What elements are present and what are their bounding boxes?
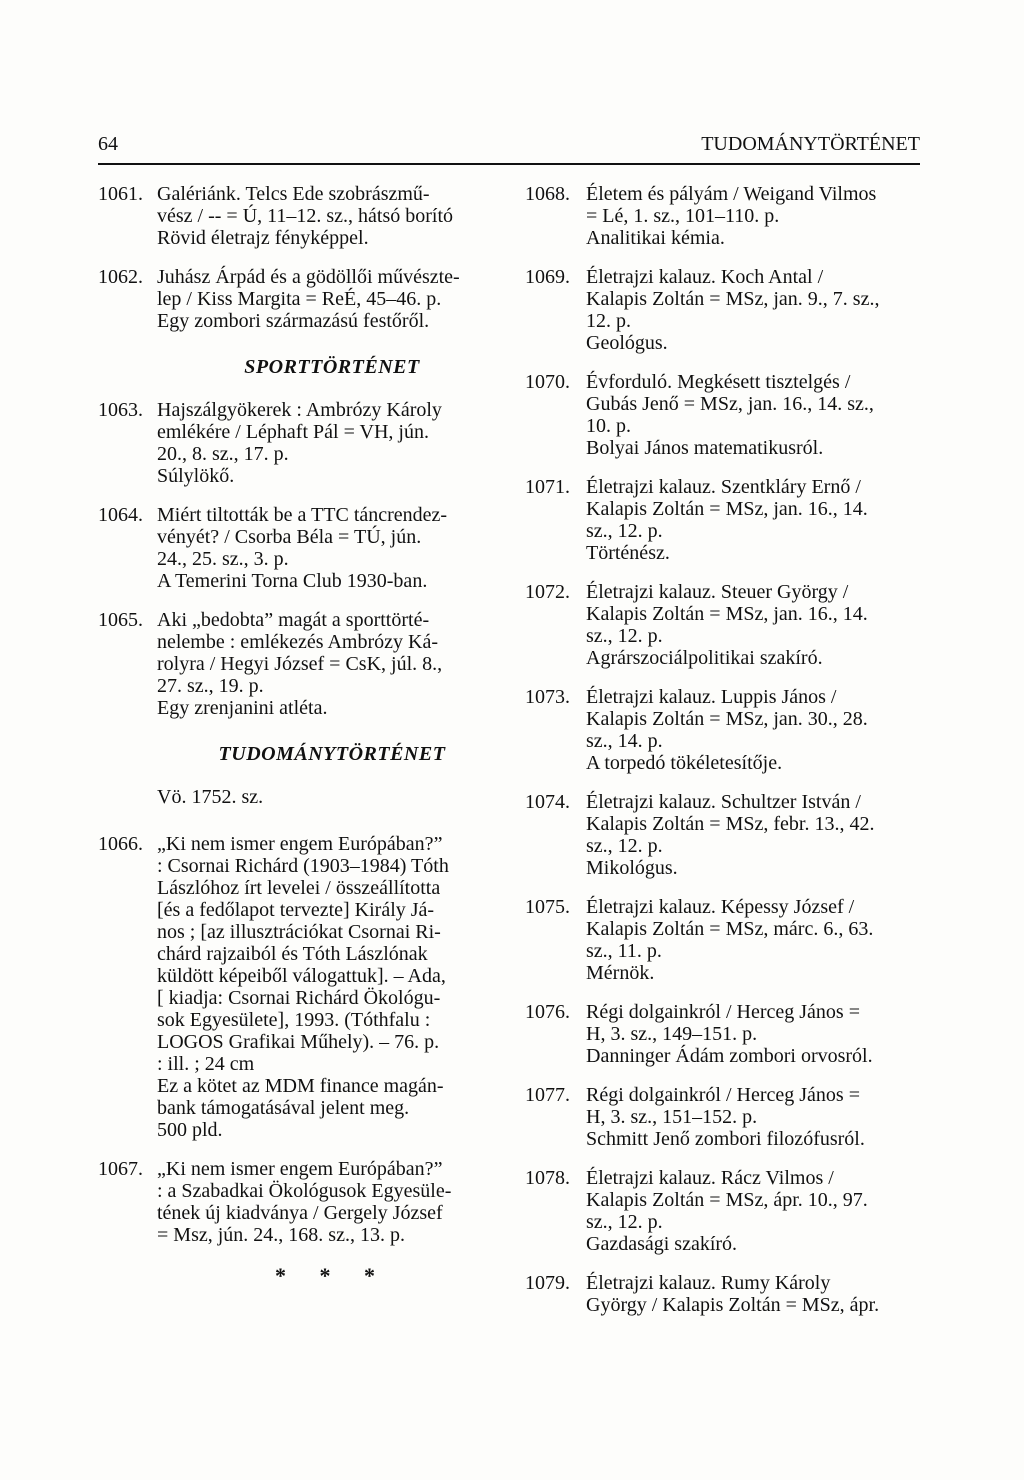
entry-annotation: Mikológus. — [586, 857, 678, 879]
entry-annotation: Egy zrenjanini atléta. — [157, 697, 328, 719]
cross-reference: Vö. 1752. sz. — [157, 786, 264, 808]
entry-number: 1070. — [525, 371, 570, 393]
running-title: TUDOMÁNYTÖRTÉNET — [701, 133, 920, 155]
section-heading-tudomany: TUDOMÁNYTÖRTÉNET — [218, 743, 446, 765]
entry-number: 1076. — [525, 1001, 570, 1023]
entry-group-right — [525, 183, 925, 1316]
page-number: 64 — [98, 133, 118, 155]
entry-citation: Aki „bedobta” magát a sporttörté- nelembe : emlékezés Ambrózy Ká- rolyra / Hegyi József = CsK, júl. 8., 27. sz., 19. p. — [157, 609, 443, 697]
entry-annotation: Egy zombori származású festőről. — [157, 310, 430, 332]
entry-group-a — [98, 183, 516, 332]
entry-annotation: Rövid életrajz fényképpel. — [157, 227, 369, 249]
entry-citation: Régi dolgainkról / Herceg János = H, 3. sz., 149–151. p. — [586, 1001, 860, 1045]
entry-group-b — [98, 399, 516, 719]
page-header — [98, 133, 920, 165]
entry-citation: Galériánk. Telcs Ede szobrászmű- vész / -- = Ú, 11–12. sz., hátsó borító — [157, 183, 454, 227]
entry-number: 1064. — [98, 504, 143, 526]
entry-citation: Életrajzi kalauz. Képessy József / Kalapis Zoltán = MSz, márc. 6., 63. sz., 11. p. — [586, 896, 874, 962]
bibliography-entry — [98, 183, 516, 249]
bibliography-entry — [525, 1001, 925, 1067]
bibliography-entry — [525, 371, 925, 459]
bibliography-entry — [525, 581, 925, 669]
entry-number: 1073. — [525, 686, 570, 708]
bibliography-entry — [525, 266, 925, 354]
section-heading-sport: SPORTTÖRTÉNET — [244, 356, 420, 378]
bibliography-entry — [525, 476, 925, 564]
entry-annotation: Ez a kötet az MDM finance magán- bank támogatásával jelent meg. 500 pld. — [157, 1075, 444, 1141]
entry-annotation: Bolyai János matematikusról. — [586, 437, 824, 459]
entry-annotation: Súlylökő. — [157, 465, 235, 487]
bibliography-entry — [98, 833, 516, 1141]
bibliography-entry — [98, 1158, 516, 1246]
entry-number: 1072. — [525, 581, 570, 603]
entry-number: 1079. — [525, 1272, 570, 1294]
entry-group-c — [98, 833, 516, 1246]
entry-annotation: A torpedó tökéletesítője. — [586, 752, 783, 774]
bibliography-entry — [525, 791, 925, 879]
entry-citation: „Ki nem ismer engem Európában?” : Csornai Richárd (1903–1984) Tóth Lászlóhoz írt levelei / összeállította [és a fedőlapot tervezte] Király Já- nos ; [az illusztrációkat Csornai Ri- chárd rajzaiból és Tóth Lászlónak küldött képeiből válogattuk]. – Ada, [ kiadja: Csornai Richárd Ökológu- sok Egyesülete], 1993. (Tóthfalu : LOGOS Grafikai Műhely). – 76. p. : ill. ; 24 cm — [157, 833, 449, 1075]
entry-citation: Életrajzi kalauz. Szentkláry Ernő / Kalapis Zoltán = MSz, jan. 16., 14. sz., 12. p. — [586, 476, 868, 542]
entry-number: 1066. — [98, 833, 143, 855]
entry-annotation: Agrárszociálpolitikai szakíró. — [586, 647, 823, 669]
right-column — [525, 183, 925, 1333]
entry-annotation: Gazdasági szakíró. — [586, 1233, 738, 1255]
bibliography-entry — [525, 183, 925, 249]
entry-citation: Életrajzi kalauz. Luppis János / Kalapis Zoltán = MSz, jan. 30., 28. sz., 14. p. — [586, 686, 868, 752]
entry-citation: Életrajzi kalauz. Koch Antal / Kalapis Zoltán = MSz, jan. 9., 7. sz., 12. p. — [586, 266, 880, 332]
entry-citation: Életem és pályám / Weigand Vilmos = Lé, 1. sz., 101–110. p. — [586, 183, 877, 227]
bibliography-entry — [525, 686, 925, 774]
bibliography-entry — [98, 504, 516, 592]
entry-citation: „Ki nem ismer engem Európában?” : a Szabadkai Ökológusok Egyesüle- tének új kiadványa / Gergely József = Msz, jún. 24., 168. sz., 13. p. — [157, 1158, 452, 1246]
entry-citation: Évforduló. Megkésett tisztelgés / Gubás Jenő = MSz, jan. 16., 14. sz., 10. p. — [586, 371, 874, 437]
entry-citation: Juhász Árpád és a gödöllői művészte- lep / Kiss Margita = ReÉ, 45–46. p. — [157, 266, 460, 310]
bibliography-entry — [98, 266, 516, 332]
bibliography-entry — [525, 1084, 925, 1150]
entry-number: 1062. — [98, 266, 143, 288]
entry-number: 1075. — [525, 896, 570, 918]
section-end-stars: * * * — [275, 1263, 389, 1288]
entry-number: 1065. — [98, 609, 143, 631]
left-column — [98, 183, 516, 1289]
entry-annotation: Mérnök. — [586, 962, 655, 984]
entry-number: 1061. — [98, 183, 143, 205]
entry-citation: Életrajzi kalauz. Schultzer István / Kalapis Zoltán = MSz, febr. 13., 42. sz., 12. p. — [586, 791, 875, 857]
entry-annotation: Geológus. — [586, 332, 668, 354]
entry-number: 1069. — [525, 266, 570, 288]
entry-annotation: Schmitt Jenő zombori filozófusról. — [586, 1128, 865, 1150]
bibliography-entry — [98, 399, 516, 487]
entry-annotation: A Temerini Torna Club 1930-ban. — [157, 570, 428, 592]
entry-citation: Régi dolgainkról / Herceg János = H, 3. sz., 151–152. p. — [586, 1084, 860, 1128]
bibliography-entry — [525, 896, 925, 984]
entry-citation: Életrajzi kalauz. Steuer György / Kalapis Zoltán = MSz, jan. 16., 14. sz., 12. p. — [586, 581, 868, 647]
entry-number: 1067. — [98, 1158, 143, 1180]
entry-number: 1078. — [525, 1167, 570, 1189]
bibliography-entry — [98, 609, 516, 719]
entry-number: 1077. — [525, 1084, 570, 1106]
entry-number: 1074. — [525, 791, 570, 813]
entry-number: 1063. — [98, 399, 143, 421]
entry-citation: Életrajzi kalauz. Rumy Károly György / Kalapis Zoltán = MSz, ápr. — [586, 1272, 880, 1316]
bibliography-entry — [525, 1167, 925, 1255]
entry-number: 1071. — [525, 476, 570, 498]
entry-citation: Hajszálgyökerek : Ambrózy Károly emlékére / Léphaft Pál = VH, jún. 20., 8. sz., 17. p. — [157, 399, 442, 465]
entry-number: 1068. — [525, 183, 570, 205]
entry-annotation: Történész. — [586, 542, 670, 564]
entry-citation: Miért tiltották be a TTC táncrendez- vényét? / Csorba Béla = TÚ, jún. 24., 25. sz., 3. p. — [157, 504, 448, 570]
entry-citation: Életrajzi kalauz. Rácz Vilmos / Kalapis Zoltán = MSz, ápr. 10., 97. sz., 12. p. — [586, 1167, 868, 1233]
entry-annotation: Danninger Ádám zombori orvosról. — [586, 1045, 873, 1067]
bibliography-entry — [525, 1272, 925, 1316]
entry-annotation: Analitikai kémia. — [586, 227, 725, 249]
